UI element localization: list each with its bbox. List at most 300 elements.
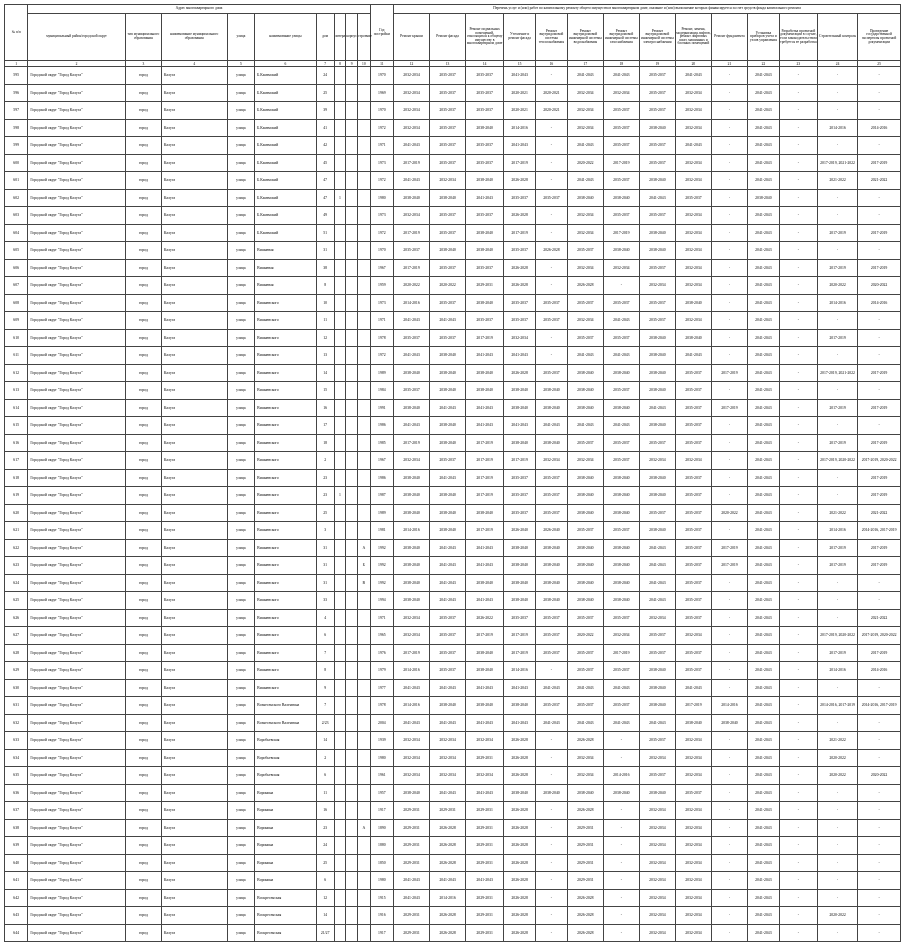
table-cell: 2020-2021 (536, 84, 568, 102)
table-cell: 2035-2037 (536, 364, 568, 382)
table-cell: 2035-2037 (430, 644, 466, 662)
table-cell: - (711, 487, 747, 505)
table-cell: 4 (316, 609, 334, 627)
table-cell: 2035-2037 (536, 487, 568, 505)
table-cell: 1985 (370, 434, 393, 452)
table-cell: 31 (316, 557, 334, 575)
table-cell: Б.Каменский (255, 207, 316, 225)
table-row (5, 522, 901, 540)
table-cell: 2026-2028 (430, 837, 466, 855)
table-cell: Воробьевская (255, 767, 316, 785)
table-cell: 2035-2037 (675, 557, 711, 575)
table-cell: 2041-2043 (747, 119, 779, 137)
table-cell: Калуга (161, 522, 227, 540)
table-cell: 2032-2034 (394, 627, 430, 645)
table-cell: 2032-2034 (675, 889, 711, 907)
column-number-13: 13 (430, 61, 466, 67)
table-row (5, 469, 901, 487)
table-cell: - (817, 102, 857, 120)
table-cell: город (125, 172, 161, 190)
table-cell: - (779, 697, 817, 715)
table-cell: 2041-2043 (747, 609, 779, 627)
table-cell: Городской округ "Город Калуга" (28, 907, 126, 925)
table-cell: - (858, 67, 901, 85)
table-cell (334, 662, 346, 680)
column-header-row (5, 14, 901, 61)
table-cell: 638 (5, 819, 28, 837)
table-cell: 613 (5, 382, 28, 400)
table-row (5, 84, 901, 102)
table-cell: 2038-2040 (430, 417, 466, 435)
table-cell: улица (227, 102, 255, 120)
table-cell: 2035-2037 (567, 329, 603, 347)
table-cell: 2038-2040 (747, 189, 779, 207)
table-cell (357, 434, 370, 452)
table-cell: - (779, 224, 817, 242)
table-cell: 1970 (370, 102, 393, 120)
table-cell: 2038-2040 (675, 714, 711, 732)
table-cell: А (357, 539, 370, 557)
table-cell (334, 312, 346, 330)
table-cell: 1976 (370, 644, 393, 662)
table-cell: Вишневая (255, 277, 316, 295)
table-cell: Б.Каменский (255, 84, 316, 102)
table-cell: Городской округ "Город Калуга" (28, 592, 126, 610)
table-cell (334, 259, 346, 277)
table-cell: 14 (316, 364, 334, 382)
table-cell: 1989 (370, 364, 393, 382)
table-cell: 2029-2031 (466, 277, 504, 295)
table-cell (357, 277, 370, 295)
table-cell: Калуга (161, 592, 227, 610)
table-cell: улица (227, 312, 255, 330)
table-cell: улица (227, 889, 255, 907)
table-cell: Вознесенского Валентина (255, 714, 316, 732)
table-cell: улица (227, 504, 255, 522)
table-cell: - (536, 347, 568, 365)
table-cell: Городской округ "Город Калуга" (28, 679, 126, 697)
table-cell: - (858, 924, 901, 942)
table-cell (346, 749, 358, 767)
table-cell: 2038-2040 (639, 469, 675, 487)
table-cell: улица (227, 259, 255, 277)
table-cell: 2041-2043 (675, 347, 711, 365)
table-cell (346, 854, 358, 872)
table-cell: Вишневского (255, 574, 316, 592)
table-cell: 11 (316, 312, 334, 330)
table-row (5, 907, 901, 925)
table-cell: Вишневского (255, 452, 316, 470)
table-cell (357, 749, 370, 767)
table-cell: Калуга (161, 102, 227, 120)
table-cell: Калуга (161, 434, 227, 452)
table-cell: 2041-2043 (747, 854, 779, 872)
table-cell: 2041-2043 (567, 347, 603, 365)
column-number-8: 8 (334, 61, 346, 67)
table-cell: 2035-2037 (504, 469, 536, 487)
table-cell: 2038-2040 (504, 574, 536, 592)
table-cell: 2026-2028 (567, 277, 603, 295)
table-cell: - (817, 784, 857, 802)
table-cell: город (125, 67, 161, 85)
table-cell: город (125, 259, 161, 277)
table-cell: город (125, 627, 161, 645)
table-cell: - (779, 364, 817, 382)
table-cell: 2038-2040 (603, 784, 639, 802)
table-cell (346, 364, 358, 382)
table-cell: 2035-2037 (603, 294, 639, 312)
table-cell: 2038-2040 (394, 487, 430, 505)
table-cell: - (603, 924, 639, 942)
table-cell: 2035-2037 (430, 224, 466, 242)
table-cell: 2041-2043 (747, 539, 779, 557)
table-row (5, 224, 901, 242)
table-cell: - (603, 837, 639, 855)
table-cell: - (711, 294, 747, 312)
table-cell (346, 259, 358, 277)
table-cell: улица (227, 574, 255, 592)
table-cell: - (603, 277, 639, 295)
table-cell: 2041-2043 (747, 732, 779, 750)
table-cell (357, 837, 370, 855)
table-cell: 2032-2034 (567, 207, 603, 225)
table-cell: 2035-2037 (567, 644, 603, 662)
table-cell: Воробьевская (255, 732, 316, 750)
table-cell: 2035-2037 (603, 172, 639, 190)
table-row (5, 609, 901, 627)
table-cell: Б.Каменский (255, 102, 316, 120)
table-cell: улица (227, 662, 255, 680)
table-cell: Б.Каменский (255, 189, 316, 207)
table-cell: 2035-2037 (466, 84, 504, 102)
table-cell: 2038-2040 (394, 469, 430, 487)
table-cell (346, 784, 358, 802)
table-cell: 2004 (370, 714, 393, 732)
table-cell: 2038-2040 (567, 504, 603, 522)
table-cell: 2032-2034 (466, 767, 504, 785)
table-cell: город (125, 102, 161, 120)
table-cell: 2038-2040 (430, 347, 466, 365)
table-cell: 33 (316, 592, 334, 610)
table-cell: 2017-2019 (466, 487, 504, 505)
table-cell: Калуга (161, 259, 227, 277)
table-cell: Городской округ "Город Калуга" (28, 522, 126, 540)
table-cell: 2032-2034 (504, 329, 536, 347)
table-cell: 2017-2019, 2021-2022 (817, 154, 857, 172)
table-cell (346, 802, 358, 820)
table-cell: 1979 (370, 662, 393, 680)
table-cell: 2017-2019 (466, 627, 504, 645)
table-cell: 2029-2031 (466, 907, 504, 925)
table-cell: 2035-2037 (567, 609, 603, 627)
table-cell: город (125, 592, 161, 610)
table-cell: Городской округ "Город Калуга" (28, 697, 126, 715)
table-cell: - (536, 732, 568, 750)
table-cell: 2035-2037 (639, 207, 675, 225)
table-cell: город (125, 907, 161, 925)
table-cell: город (125, 609, 161, 627)
table-cell: 610 (5, 329, 28, 347)
table-cell: Вишневского (255, 522, 316, 540)
table-cell: 602 (5, 189, 28, 207)
table-cell (334, 137, 346, 155)
table-cell: - (779, 609, 817, 627)
table-cell: 2041-2043 (430, 872, 466, 890)
table-cell: улица (227, 277, 255, 295)
table-cell: 2035-2037 (430, 102, 466, 120)
table-cell: 2032-2034 (567, 102, 603, 120)
table-cell: 2032-2034 (675, 84, 711, 102)
table-cell: 12 (316, 329, 334, 347)
table-cell (346, 154, 358, 172)
table-cell: - (817, 854, 857, 872)
table-cell: 2041-2043 (394, 137, 430, 155)
table-cell: Вишневского (255, 679, 316, 697)
table-cell: 2035-2037 (639, 294, 675, 312)
table-cell: 2032-2034 (675, 749, 711, 767)
table-cell: - (711, 67, 747, 85)
table-cell: - (858, 102, 901, 120)
table-cell: 2035-2037 (603, 609, 639, 627)
table-cell: Калуга (161, 714, 227, 732)
table-row (5, 574, 901, 592)
table-cell: 2035-2037 (675, 417, 711, 435)
table-cell: 2035-2037 (603, 452, 639, 470)
table-cell: Калуга (161, 452, 227, 470)
table-cell: 2032-2034 (675, 627, 711, 645)
table-cell: 2029-2031 (466, 837, 504, 855)
table-cell: улица (227, 207, 255, 225)
table-cell: 2041-2043 (747, 679, 779, 697)
table-cell: 1971 (370, 137, 393, 155)
table-cell: 2017-2019 (504, 627, 536, 645)
table-cell: 2041-2043 (394, 417, 430, 435)
table-cell: - (779, 504, 817, 522)
table-cell: - (817, 609, 857, 627)
table-cell: 2035-2037 (466, 67, 504, 85)
table-cell: 2032-2034 (675, 172, 711, 190)
table-cell: 2032-2034 (639, 907, 675, 925)
table-cell: 2041-2043 (466, 189, 504, 207)
table-cell: 2041-2043 (747, 102, 779, 120)
table-cell: 2038-2040 (603, 487, 639, 505)
table-cell: улица (227, 364, 255, 382)
table-cell: 2014-2016 (394, 522, 430, 540)
table-cell: - (779, 84, 817, 102)
table-cell: 2041-2043 (466, 872, 504, 890)
table-cell: Калуга (161, 749, 227, 767)
table-cell: 2038-2040 (504, 784, 536, 802)
table-cell: 625 (5, 592, 28, 610)
table-cell: 2035-2037 (675, 434, 711, 452)
table-cell: 2035-2037 (639, 767, 675, 785)
table-cell: - (817, 487, 857, 505)
table-cell (357, 189, 370, 207)
table-cell (346, 487, 358, 505)
table-cell: 2017-2019 (466, 522, 504, 540)
table-cell: - (711, 469, 747, 487)
table-cell: 2041-2043 (430, 312, 466, 330)
table-cell: 2026-2028 (430, 924, 466, 942)
table-cell: 2017-2019, 2020-2022 (858, 452, 901, 470)
table-cell: 25 (316, 84, 334, 102)
table-cell: 2017-2019 (466, 452, 504, 470)
table-cell: - (536, 662, 568, 680)
table-cell: 2035-2037 (430, 119, 466, 137)
table-cell: 2038-2040 (536, 784, 568, 802)
table-cell: улица (227, 854, 255, 872)
table-cell: 2014-2016, 2017-2019 (858, 697, 901, 715)
table-cell: 2041-2043 (603, 67, 639, 85)
table-cell: 2038-2040 (394, 784, 430, 802)
table-cell: 2038-2040 (430, 487, 466, 505)
table-cell: 2038-2040 (394, 557, 430, 575)
table-cell: улица (227, 784, 255, 802)
table-cell (346, 102, 358, 120)
table-cell: - (536, 207, 568, 225)
table-cell: 1961 (370, 767, 393, 785)
table-cell (357, 469, 370, 487)
table-cell (334, 417, 346, 435)
table-cell (357, 767, 370, 785)
table-cell: 2041-2043 (466, 714, 504, 732)
table-cell (357, 259, 370, 277)
table-cell: 2035-2037 (567, 434, 603, 452)
table-cell: Калуга (161, 347, 227, 365)
table-cell: 2038-2040 (639, 242, 675, 260)
table-cell (357, 522, 370, 540)
table-cell (334, 382, 346, 400)
table-cell: Калуга (161, 154, 227, 172)
table-cell: Калуга (161, 189, 227, 207)
table-cell: 2026-2028 (430, 854, 466, 872)
table-cell: 51 (316, 224, 334, 242)
table-cell: 632 (5, 714, 28, 732)
table-cell: 2041-2043 (639, 714, 675, 732)
table-cell: 2017-2019 (711, 539, 747, 557)
table-row (5, 399, 901, 417)
column-header-3: тип муниципального образования (125, 14, 161, 61)
table-cell (334, 84, 346, 102)
table-cell: 2041-2043 (430, 539, 466, 557)
table-cell: Вишневского (255, 294, 316, 312)
table-cell: город (125, 154, 161, 172)
table-cell: - (858, 889, 901, 907)
table-cell: 2041-2043 (747, 364, 779, 382)
table-cell: 2035-2037 (536, 504, 568, 522)
table-cell: 2038-2040 (603, 189, 639, 207)
table-cell: Воронина (255, 802, 316, 820)
column-number-11: 11 (370, 61, 393, 67)
table-cell: - (817, 837, 857, 855)
table-cell: - (858, 189, 901, 207)
table-cell: 2026-2028 (504, 172, 536, 190)
table-cell: 2035-2037 (675, 539, 711, 557)
table-cell: 8 (316, 277, 334, 295)
table-row (5, 382, 901, 400)
table-cell: 2038-2040 (603, 592, 639, 610)
table-cell: 2041-2043 (536, 679, 568, 697)
table-cell: - (779, 259, 817, 277)
table-cell: 2038-2040 (639, 329, 675, 347)
table-cell: 2035-2037 (603, 119, 639, 137)
table-cell: город (125, 382, 161, 400)
table-cell (334, 749, 346, 767)
table-cell: Городской округ "Город Калуга" (28, 172, 126, 190)
table-cell: Б.Каменский (255, 224, 316, 242)
table-cell: 2014-2016 (817, 662, 857, 680)
table-cell: 2017-2019 (466, 434, 504, 452)
table-cell: 2032-2034 (675, 102, 711, 120)
table-cell: 2032-2034 (675, 277, 711, 295)
table-cell: 2035-2037 (430, 67, 466, 85)
table-cell (346, 242, 358, 260)
table-cell: 2014-2016 (817, 294, 857, 312)
table-cell: 2041-2043 (567, 417, 603, 435)
table-cell (346, 557, 358, 575)
table-cell (334, 347, 346, 365)
table-cell: улица (227, 119, 255, 137)
table-cell: - (779, 767, 817, 785)
table-cell: 2021-2022 (817, 172, 857, 190)
table-cell: Городской округ "Город Калуга" (28, 294, 126, 312)
table-cell: 2035-2037 (430, 294, 466, 312)
table-cell: 2038-2040 (430, 504, 466, 522)
table-cell: 2035-2037 (466, 137, 504, 155)
table-cell: 2041-2043 (639, 189, 675, 207)
table-cell: 615 (5, 417, 28, 435)
table-cell: 2038-2040 (504, 592, 536, 610)
table-cell (334, 697, 346, 715)
table-cell: 2029-2031 (394, 802, 430, 820)
table-cell: 2038-2040 (466, 242, 504, 260)
table-cell: 2038-2040 (466, 504, 504, 522)
table-cell: 1959 (370, 277, 393, 295)
table-cell: Калуга (161, 557, 227, 575)
table-cell: 2026-2040 (536, 522, 568, 540)
table-cell: город (125, 837, 161, 855)
table-cell: 6 (316, 872, 334, 890)
table-cell (346, 277, 358, 295)
column-number-5: 5 (227, 61, 255, 67)
table-cell: улица (227, 557, 255, 575)
table-cell: 2041-2043 (747, 662, 779, 680)
table-cell: 624 (5, 574, 28, 592)
table-cell: 2041-2043 (567, 137, 603, 155)
table-cell: Вишневского (255, 417, 316, 435)
table-cell: Вишневского (255, 312, 316, 330)
table-cell: 2029-2031 (394, 819, 430, 837)
table-cell (357, 312, 370, 330)
table-cell: Вишневского (255, 644, 316, 662)
table-cell: 16 (316, 802, 334, 820)
table-cell: 2032-2034 (675, 732, 711, 750)
table-cell: 2041-2043 (747, 924, 779, 942)
table-row (5, 767, 901, 785)
table-cell: 2 (316, 452, 334, 470)
table-cell: 2026-2028 (567, 889, 603, 907)
table-cell: 2017-2019 (858, 469, 901, 487)
table-cell: 2035-2037 (639, 504, 675, 522)
table-cell: - (779, 837, 817, 855)
table-cell: - (817, 802, 857, 820)
table-cell: - (711, 172, 747, 190)
table-cell: 2041-2043 (639, 574, 675, 592)
table-cell: - (711, 644, 747, 662)
table-cell: 2038-2040 (711, 714, 747, 732)
table-cell: 2017-2019 (603, 154, 639, 172)
table-cell (346, 207, 358, 225)
